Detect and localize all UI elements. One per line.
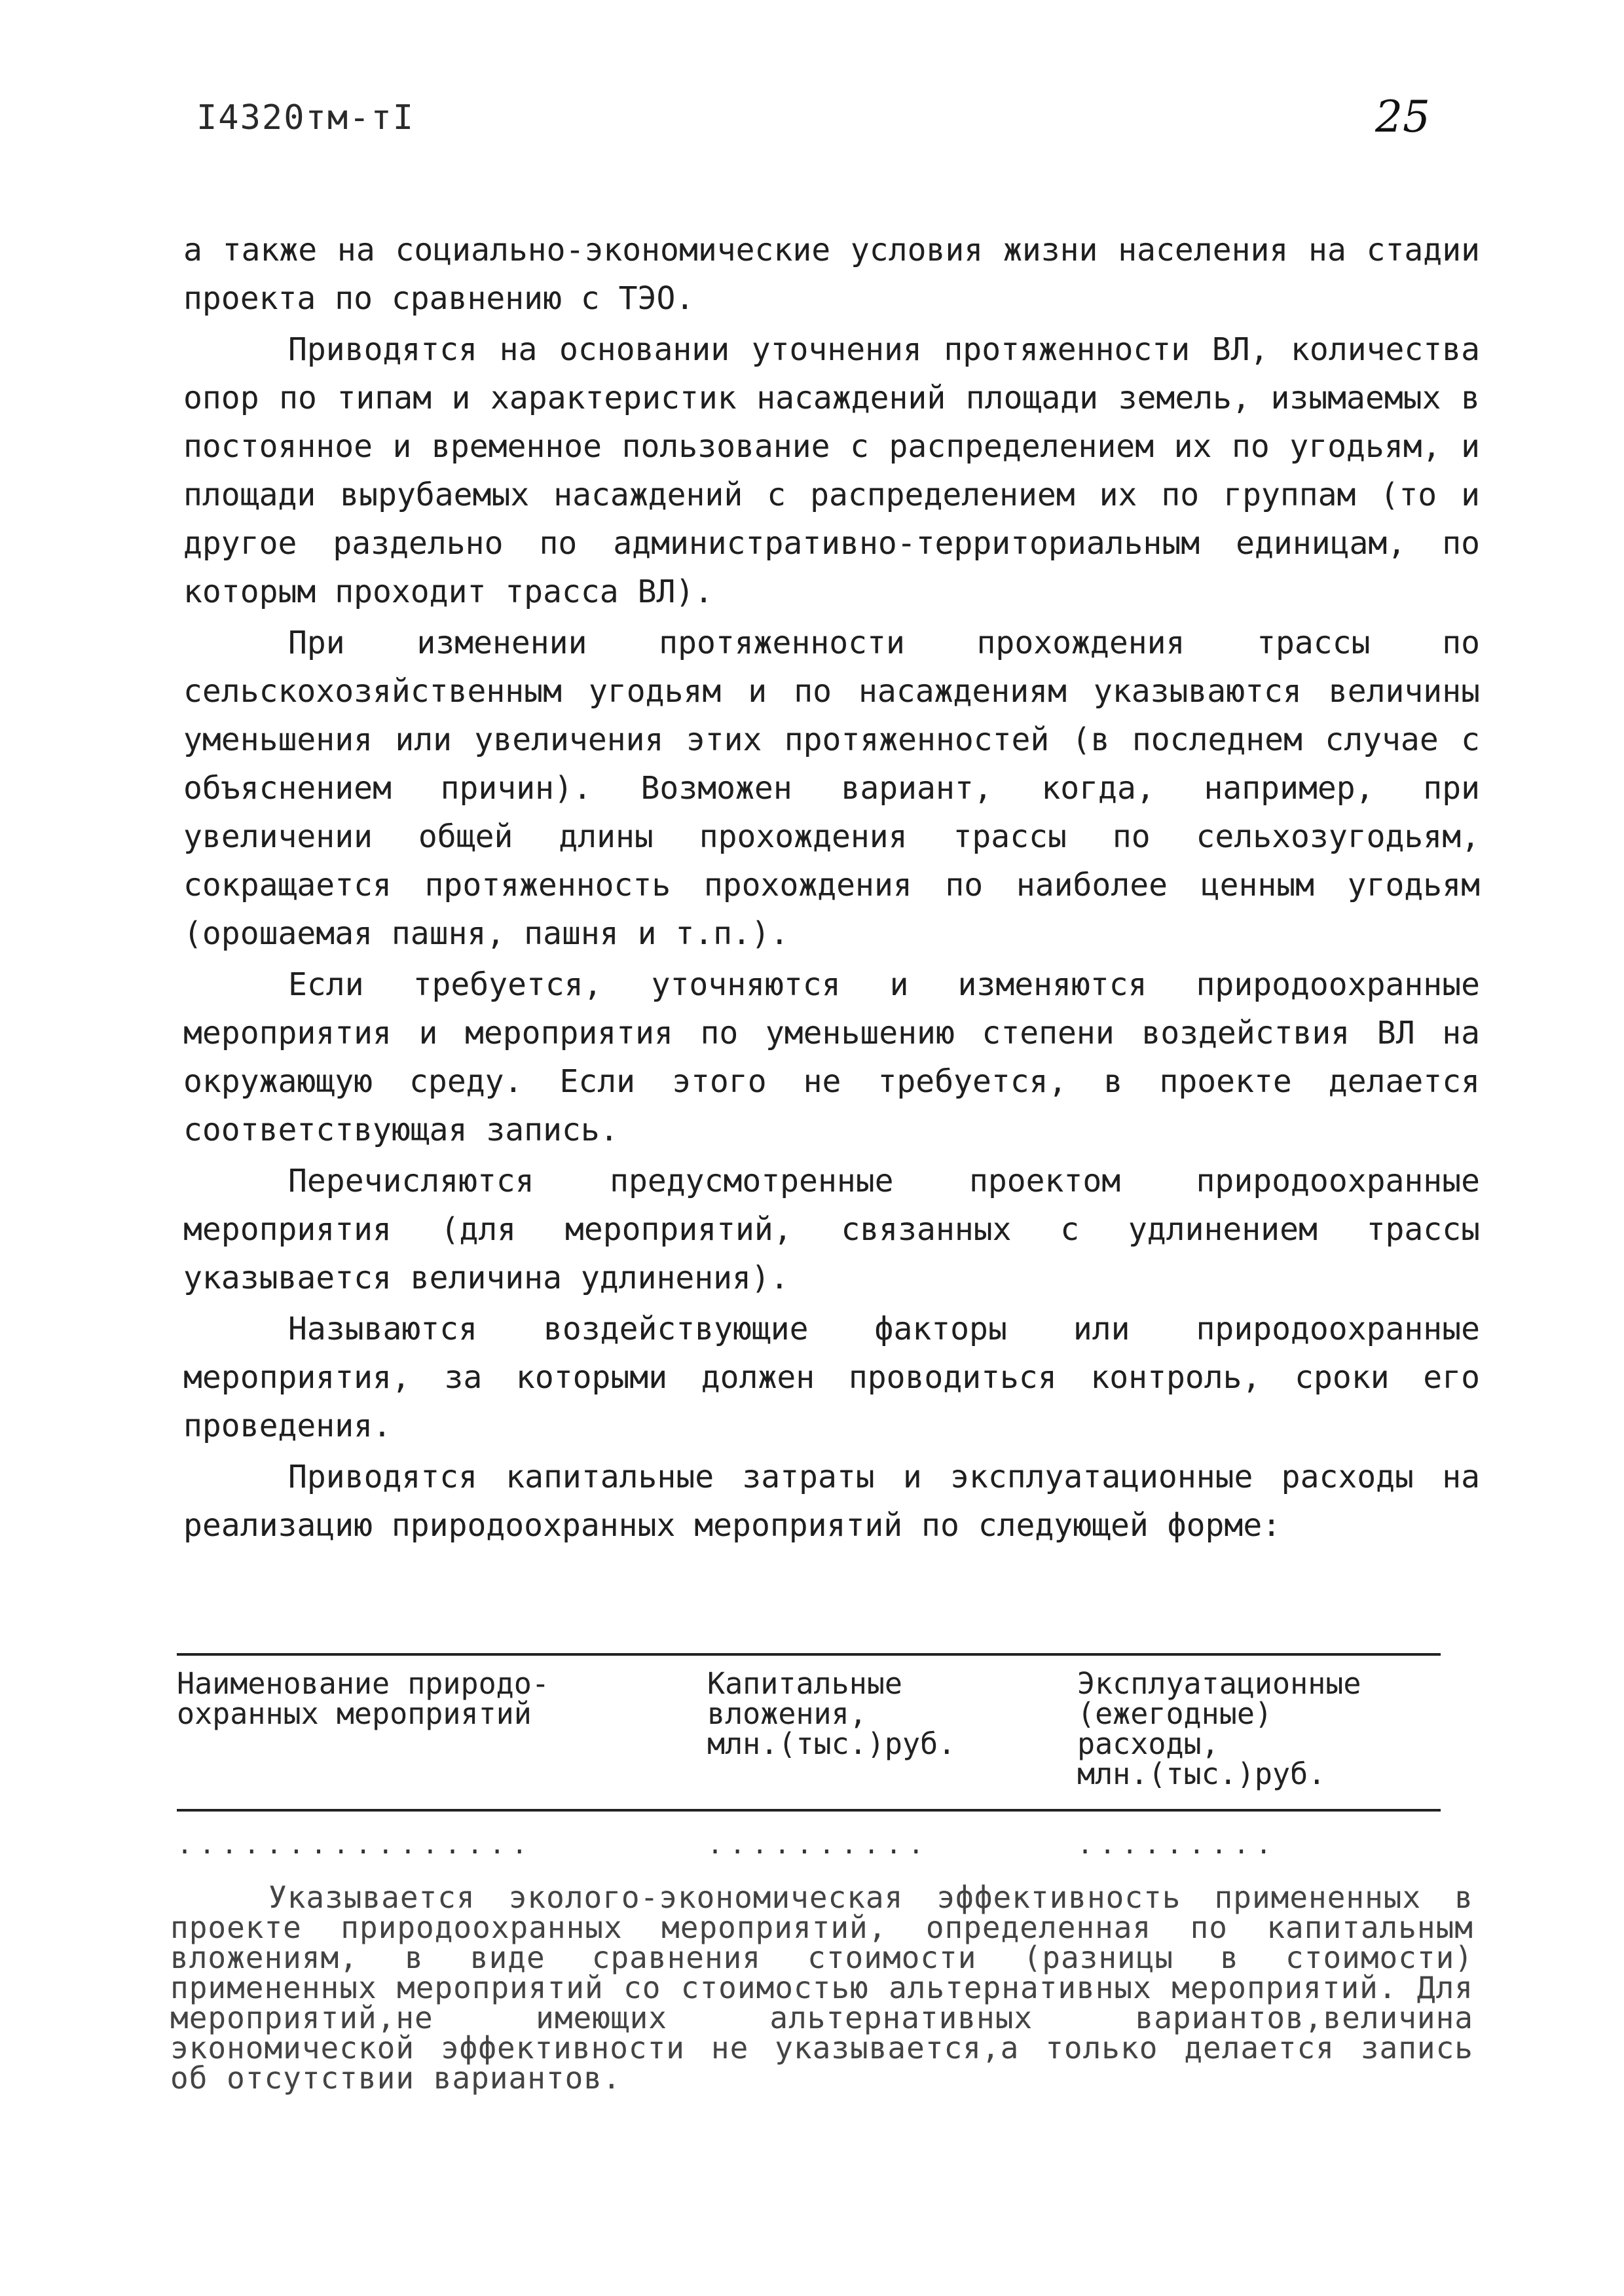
placeholder-dots-measures: ................ bbox=[177, 1830, 534, 1860]
cost-form-table bbox=[177, 1653, 1441, 1860]
paragraph-measures-update: Если требуется, уточняются и изменяются природоохранные мероприятия и мероприятия по уменьшению степени воздействия ВЛ на окружающую среду. Если этого не требуется, в проекте делается соответствующая запись. bbox=[183, 966, 1480, 1148]
paragraph-measures-list: Перечисляются предусмотренные проектом природоохранные мероприятия (для мероприятий, связанных с удлинением трассы указывается величина удлинения). bbox=[183, 1163, 1480, 1296]
column-header-measures: Наименование природо- охранных мероприятий bbox=[177, 1666, 549, 1731]
efficiency-note: Указывается эколого-экономическая эффективность примененных в проекте природоохранных мероприятий, определенная по капитальным вложениям, в виде сравнения стоимости (разницы в стоимости) примененных мероприятий со стоимостью альтернативных мероприятий. Для мероприятий,не имеющих альтернативных вариантов,величина экономической эффективности не указывается,а только делается запись об отсутствии вариантов. bbox=[170, 1880, 1473, 2096]
page-number: 25 bbox=[1375, 92, 1430, 142]
column-header-operating: Эксплуатационные (ежегодные) расходы, млн.(тыс.)руб. bbox=[1077, 1666, 1361, 1791]
body-text bbox=[183, 226, 1480, 1552]
document-code: I4320тм-тI bbox=[196, 98, 415, 137]
placeholder-dots-operating: ......... bbox=[1077, 1830, 1278, 1860]
paragraph-route-changes: При изменении протяженности прохождения трассы по сельскохозяйственным угодьям и по насаждениям указываются величины уменьшения или увеличения этих протяженностей (в последнем случае с объяснением причин). Возможен вариант, когда, например, при увеличении общей длины прохождения трассы по сельхозугодьям, сокращается протяженность прохождения по наиболее ценным угодьям (орошаемая пашня, пашня и т.п.). bbox=[183, 625, 1480, 952]
paragraph-land-areas: Приводятся на основании уточнения протяженности ВЛ, количества опор по типам и характеристик насаждений площади земель, изымаемых в постоянное и временное пользование с распределением их по угодьям, и площади вырубаемых насаждений с распределением их по группам (то и другое раздельно по административно-территориальным единицам, по которым проходит трасса ВЛ). bbox=[183, 331, 1480, 610]
table-header bbox=[177, 1656, 1441, 1809]
placeholder-dots-capital: .......... bbox=[707, 1830, 931, 1860]
column-header-capital: Капитальные вложения, млн.(тыс.)руб. bbox=[707, 1666, 956, 1761]
paragraph-continuation: а также на социально-экономические условия жизни населения на стадии проекта по сравнению с ТЭО. bbox=[183, 232, 1480, 317]
table-placeholder-row bbox=[177, 1830, 1441, 1860]
table-header-rule bbox=[177, 1809, 1441, 1812]
paragraph-costs: Приводятся капитальные затраты и эксплуатационные расходы на реализацию природоохранных мероприятий по следующей форме: bbox=[183, 1459, 1480, 1544]
paragraph-monitoring: Называются воздействующие факторы или природоохранные мероприятия, за которыми должен проводиться контроль, сроки его проведения. bbox=[183, 1311, 1480, 1444]
